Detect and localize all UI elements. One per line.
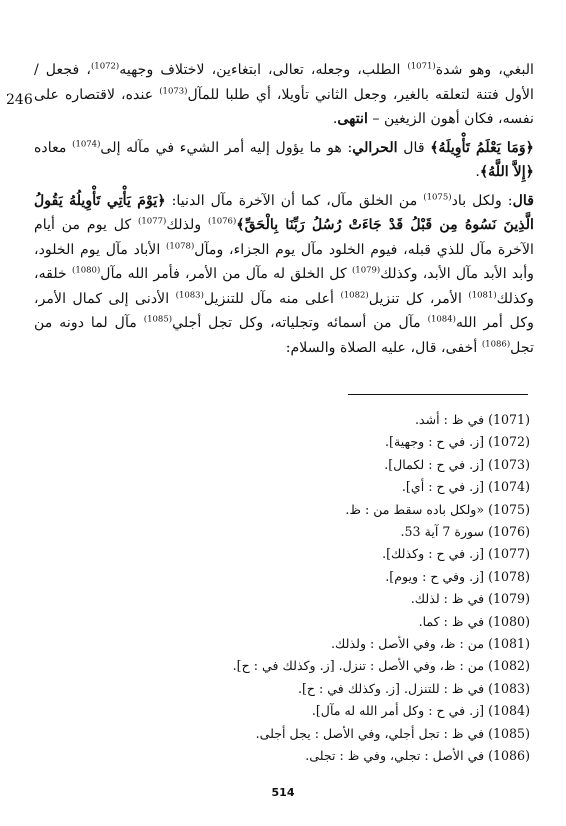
- text-span: مآل لما دونه من تجل: [34, 315, 534, 356]
- footnote-ref: (1085): [143, 314, 173, 325]
- author-name: الحرالي: [352, 139, 398, 156]
- footnote-ref: (1077): [138, 216, 167, 227]
- text-span: البغي، وهو شدة: [435, 62, 534, 78]
- footnote-ref: (1086): [481, 338, 511, 349]
- footnote: (1074) [ز. في ح : أي].: [401, 479, 530, 495]
- margin-number: 246: [6, 92, 33, 108]
- footnote: (1076) سورة 7 آية 53.: [400, 524, 530, 540]
- footnote-ref: (1073): [159, 85, 188, 96]
- text-span: عنده، لاقتصاره على نفسه، فكان أهون الزيغين –: [34, 86, 534, 127]
- footnote-ref: (1074): [72, 138, 101, 149]
- footnote: (1084) [ز. في ح : وكل أمر الله له مآل].: [311, 703, 530, 719]
- text-span: : هو ما يؤول إليه أمر الشيء في مآله إلى: [100, 139, 353, 156]
- page-number: 514: [271, 786, 295, 799]
- paragraph-3: [34, 189, 534, 361]
- footnote-ref: (1076): [207, 216, 237, 227]
- text-span: الأدنى إلى كمال الأمر، وكل أمر الله: [34, 290, 534, 331]
- footnote: (1085) في ظ : تجل أجلي، وفي الأصل : يجل أجلى.: [255, 725, 530, 741]
- footnote: (1080) في ظ : كما.: [418, 613, 530, 629]
- text-span: كل الخلق له مآل من الأمر، فأمر الله مآل: [100, 266, 352, 282]
- text-span: معاده: [34, 139, 73, 156]
- quran-quote: ﴿وَمَا يَعْلَمُ تَأْوِيلَهُ﴾: [430, 139, 534, 156]
- text-span: الأباد مآل يوم الخلود، وأبد الأبد مآل الأبد، وكذلك: [34, 241, 535, 282]
- text-span: كل يوم من أيام الآخرة مآل للذي قبله، فيوم الخلود مآل يوم الجزاء، ومآل: [34, 217, 534, 258]
- paragraph-2: [34, 136, 534, 185]
- footnote-divider: [348, 394, 528, 395]
- quran-quote: ﴿يَوْمَ يَأْتِي تَأْوِيلُهُ يَقُولُ الَّذِينَ نَسُوهُ مِن قَبْلُ قَدْ جَاءَتْ رُسُلُ رَبِّنَا بِالْحَقِّ﴾: [34, 192, 534, 233]
- text-span: : ولكل باد: [451, 192, 513, 209]
- text-span: قال: [397, 139, 431, 156]
- text-span: الأمر، كل تنزيل: [368, 290, 469, 307]
- text-span: .: [332, 111, 338, 127]
- footnote: (1083) في ظ : للتنزل. [ز. وكذلك في : ح].: [298, 680, 530, 696]
- footnotes: [60, 409, 530, 768]
- paragraph-1: [34, 58, 534, 132]
- footnote: (1078) [ز. وفي ح : ويوم].: [385, 568, 530, 584]
- footnote-ref: (1075): [423, 191, 452, 202]
- text-span: .: [475, 164, 480, 180]
- footnote: (1075) «ولكل باده سقط من : ظ.: [345, 501, 530, 517]
- text-span: أخفى، قال، عليه الصلاة والسلام:: [285, 339, 482, 356]
- intaha-word: انتهى: [337, 111, 368, 127]
- main-text: [34, 58, 534, 360]
- quran-quote: ﴿إِلاَّ اللَّهُ﴾: [479, 164, 534, 180]
- footnote-ref: (1071): [407, 61, 436, 72]
- footnote-ref: (1080): [71, 265, 101, 276]
- text-span: من الخلق مآل، كما أن الآخرة مآل الدنيا:: [165, 192, 424, 209]
- footnote-ref: (1072): [90, 61, 120, 72]
- footnote: (1071) في ظ : أشد.: [415, 412, 530, 427]
- footnote: (1082) من : ظ، وفي الأصل : تنزل. [ز. وكذلك في : ح].: [232, 658, 530, 674]
- footnote: (1072) [ز. في ح : وجهية].: [385, 434, 530, 450]
- footnote-ref: (1083): [175, 289, 204, 300]
- text-span: ، فجعل / الأول فتنة لتعلقه بالغير، وجعل الثاني تأويلا، أي طلبا للمآل: [34, 62, 534, 103]
- footnote: (1081) من : ظ، وفي الأصل : ولذلك.: [331, 636, 530, 652]
- text-span: خلقه، وكذلك: [34, 266, 534, 307]
- text-span: أعلى منه مآل للتنزيل: [203, 290, 341, 307]
- footnote-ref: (1079): [351, 265, 381, 276]
- footnote-ref: (1082): [340, 289, 369, 300]
- footnote: (1077) [ز. في ح : وكذلك].: [382, 546, 530, 562]
- footnote: (1073) [ز. في ح : لكمال].: [384, 456, 530, 472]
- footnote-ref: (1078): [165, 240, 195, 251]
- text-span: ولذلك: [166, 217, 208, 233]
- footnote-ref: (1081): [468, 289, 497, 300]
- footnote-ref: (1084): [427, 314, 456, 325]
- qal-word: قال: [512, 192, 534, 209]
- footnote: (1086) في الأصل : تجلي، وفي ظ : تجلى.: [305, 748, 530, 764]
- footnote: (1079) في ظ : لذلك.: [410, 591, 530, 607]
- text-span: مآل من أسمائه وتجلياته، وكل تجل أجلي: [172, 315, 428, 331]
- text-span: الطلب، وجعله، تعالى، ابتغاءين، لاختلاف وجهيه: [119, 62, 408, 78]
